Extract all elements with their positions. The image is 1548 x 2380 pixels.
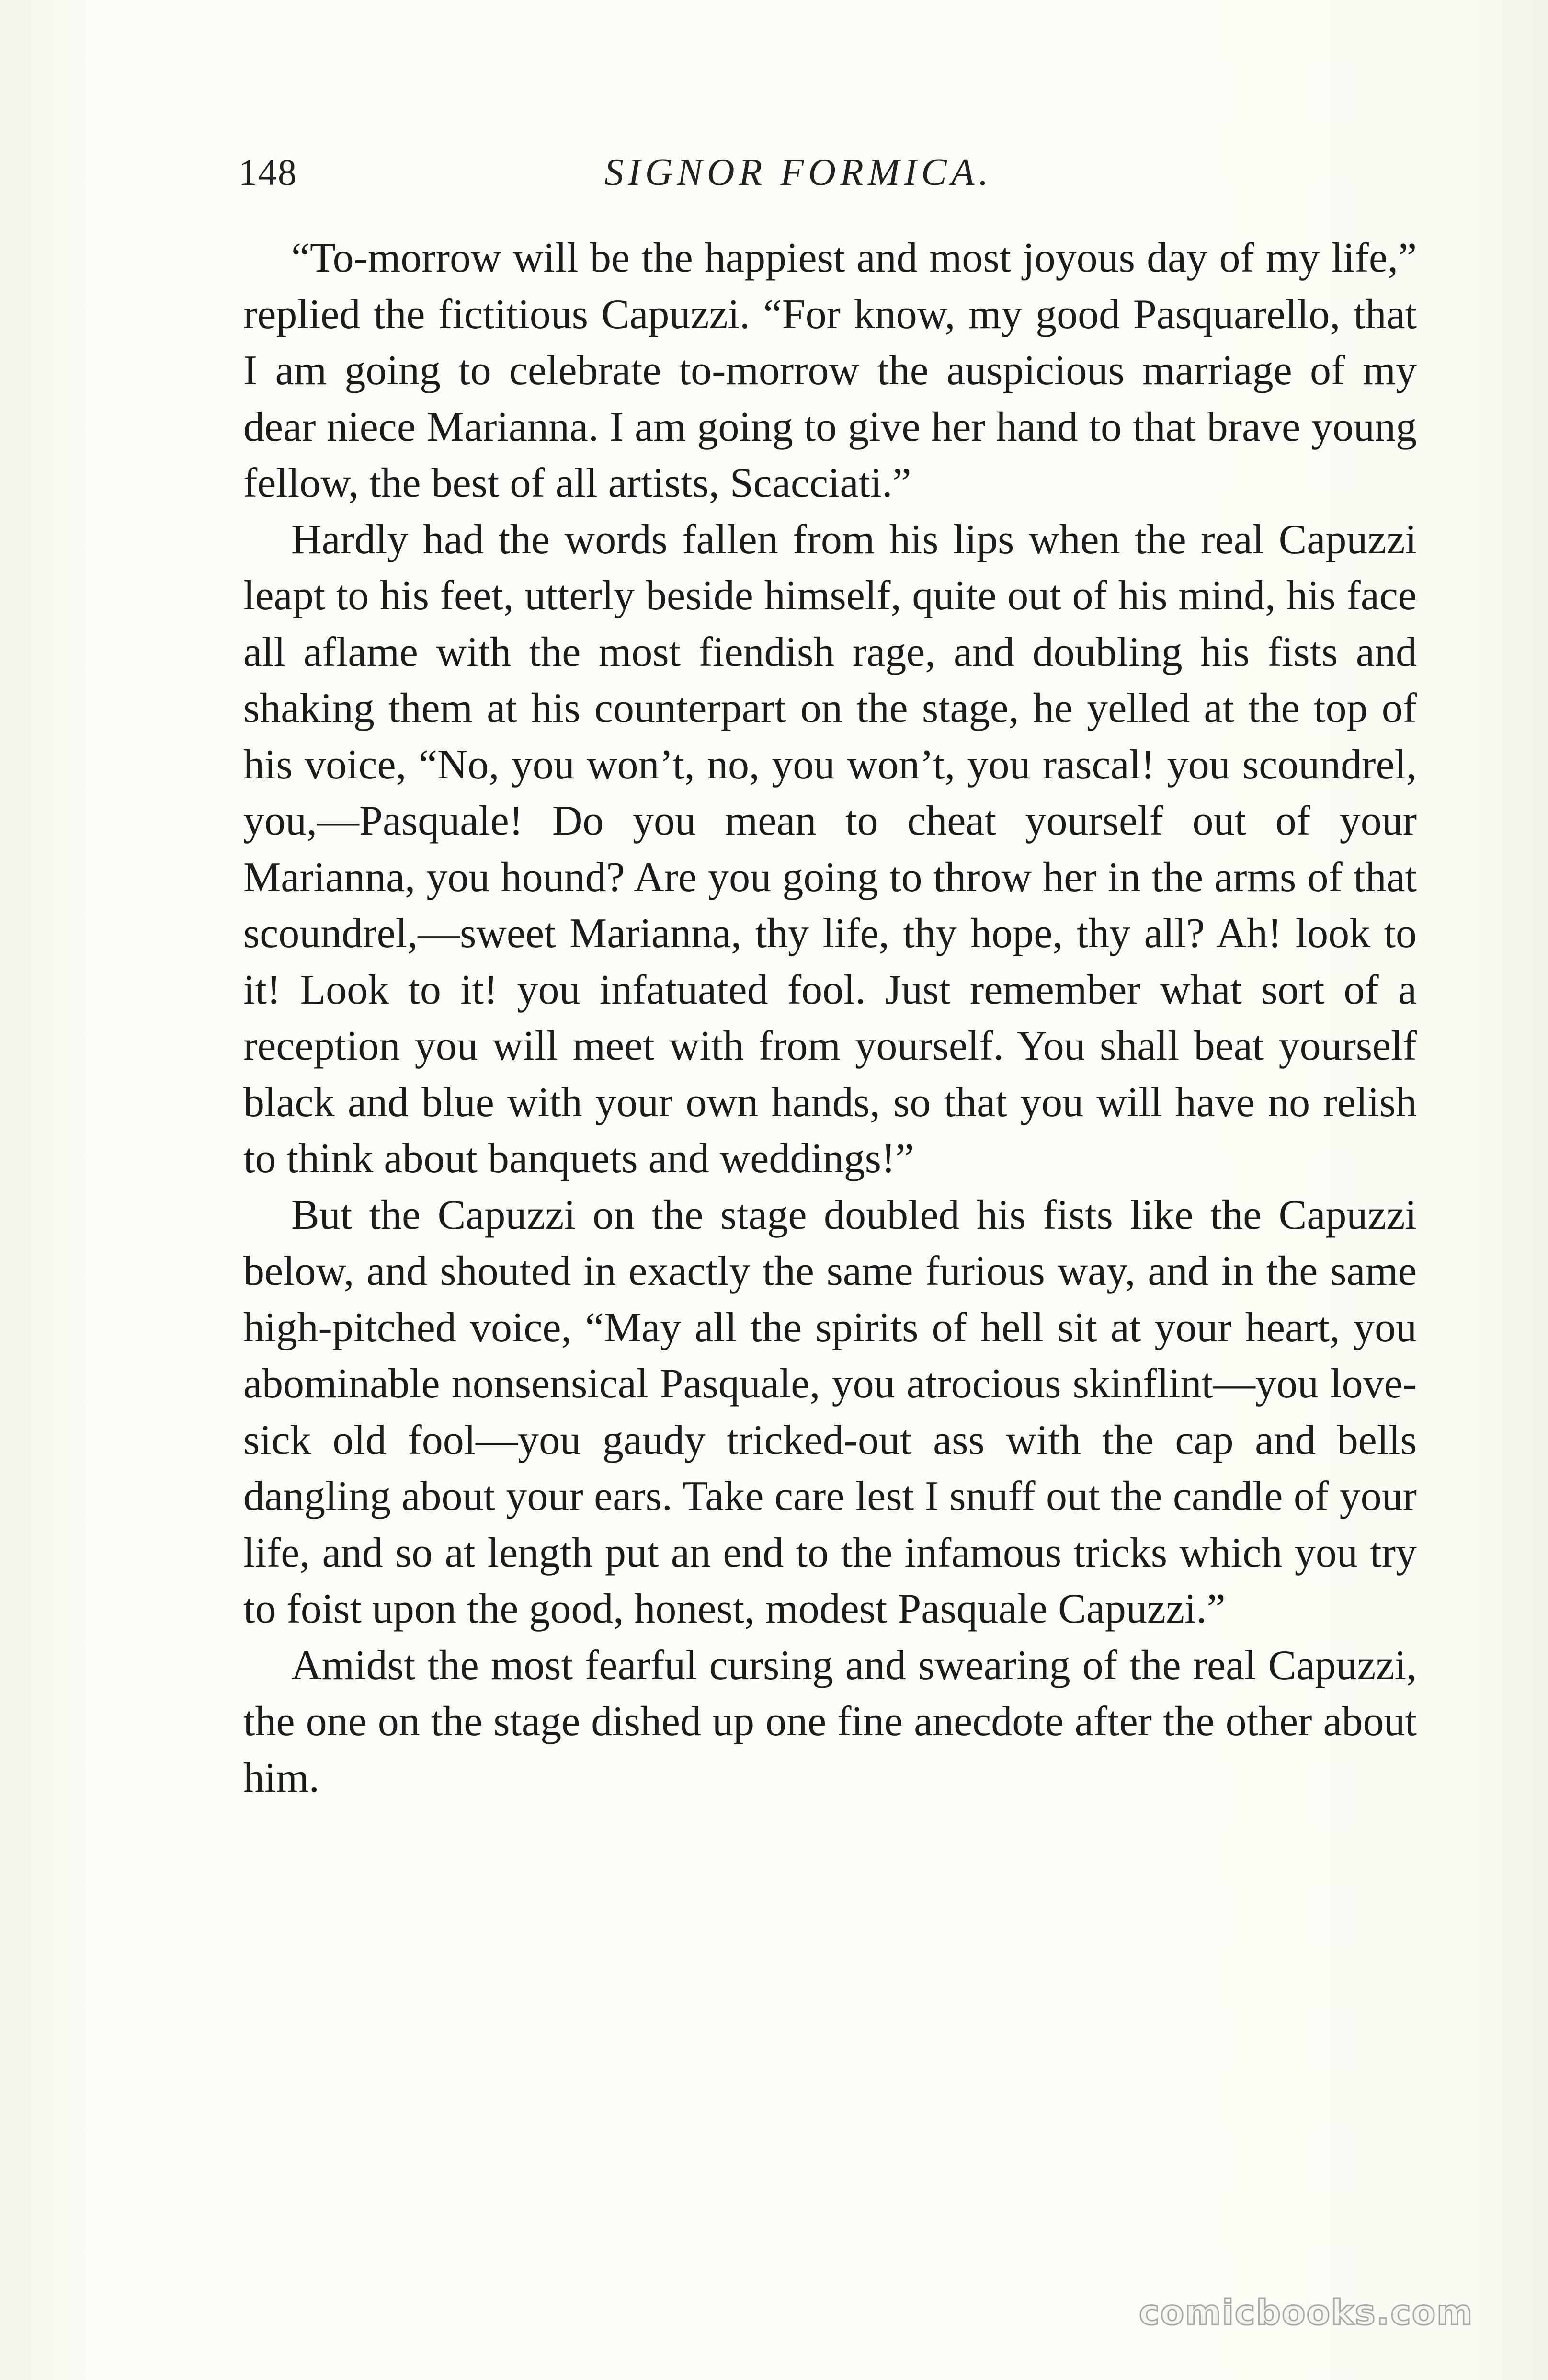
paragraph: But the Capuzzi on the stage doubled his fists like the Capuzzi below, and shouted in exactly the same furious way, and in the same high-pitched voice, “May all the spirits of hell sit at your heart, you abominable nonsensical Pasquale, you atrocious skinflint—you love-sick old fool—you gaudy tricked-out ass with the cap and bells dangling about your ears. Take care lest I snuff out the candle of your life, and so at length put an end to the infamous tricks which you try to foist upon the good, honest, modest Pasquale Capuzzi.” bbox=[243, 1191, 1417, 1632]
page-header bbox=[0, 144, 1548, 201]
paragraph: “To-morrow will be the happiest and most joyous day of my life,” replied the fictitious Capuzzi. “For know, my good Pasquarello, that I am going to celebrate to-morrow the auspicious marriage of my dear niece Marianna. I am going to give her hand to that brave young fellow, the best of all artists, Scacciati.” bbox=[243, 235, 1417, 506]
paragraph: Hardly had the words fallen from his lips when the real Capuzzi leapt to his feet, utterly beside himself, quite out of his mind, his face all aflame with the most fiendish rage, and doubling his fists and shaking them at his counterpart on the stage, he yelled at the top of his voice, “No, you won’t, no, you won’t, you rascal! you scoundrel, you,—Pasquale! Do you mean to cheat yourself out of your Marianna, you hound? Are you going to throw her in the arms of that scoundrel,—sweet Marianna, thy life, thy hope, thy all? Ah! look to it! Look to it! you infatuated fool. Just remember what sort of a reception you will meet with from yourself. You shall beat yourself black and blue with your own hands, so that you will have no relish to think about banquets and weddings!” bbox=[243, 516, 1417, 1182]
paragraph: Amidst the most fearful cursing and swearing of the real Capuzzi, the one on the stage dished up one fine anecdote after the other about him. bbox=[243, 1642, 1417, 1801]
page-number: 148 bbox=[239, 151, 297, 193]
body-text bbox=[243, 230, 1417, 1806]
watermark: comicbooks.com bbox=[1139, 2292, 1474, 2333]
running-title: SIGNOR FORMICA. bbox=[604, 151, 993, 194]
